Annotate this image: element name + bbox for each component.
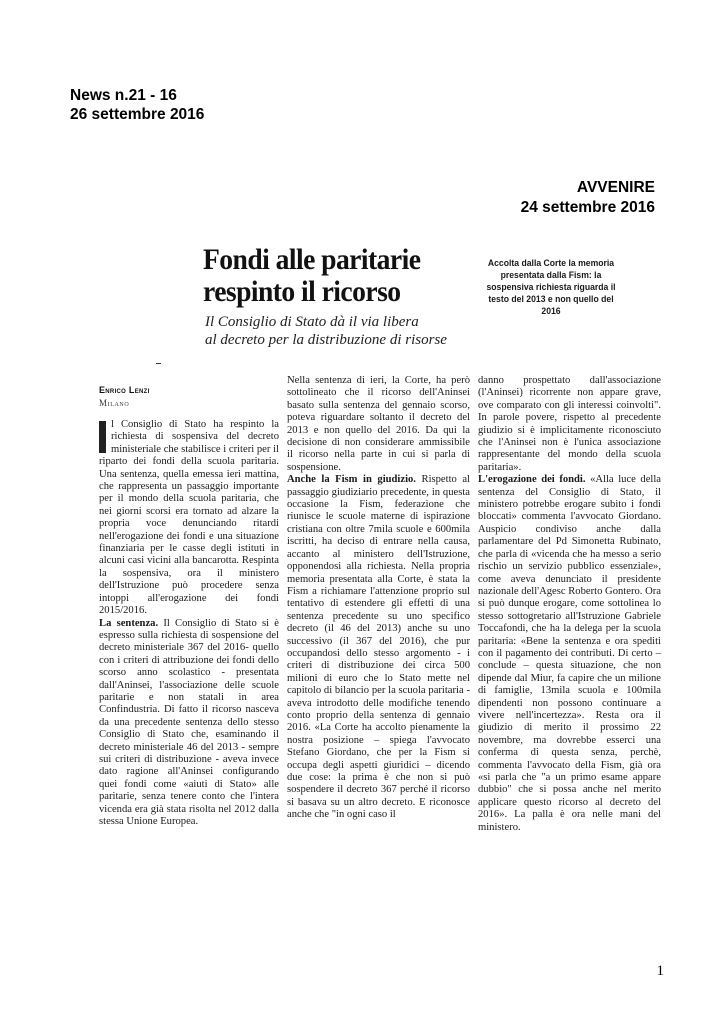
page-number: 1 (656, 963, 664, 979)
column-1-text-1: l Consiglio di Stato ha respinto la richiesta di sospensiva del decreto ministeriale che stabilisce i criteri per il riparto dei fondi della scuola paritaria. Una sentenza, quella emessa ieri mattina, che rappresenta un passaggio importante per il mondo della scuola paritaria, che nei giorni scorsi era tornato ad alzare la propria voce denunciando ritardi nell'erogazione dei fondi e una situazione finanziaria per le casse degli istituti in alcuni casi vicini alla bancarotta. Respinta la sospensiva, ora il ministero dell'Istruzione può procedere senza intoppi all'erogazione dei fondi 2015/2016. (99, 419, 279, 617)
column-3-text-2: «Alla luce della sentenza del Consiglio di Stato, il ministero potrebbe erogare subito i fondi bloccati» commenta l'avvocato Giordano. Auspicio condiviso anche dalla parlamentare del Pd Simonetta Rubinato, che parla di «vicenda che ha messo a serio rischio un servizio pubblico essenziale», come aveva denunciato il presidente nazionale dell'Agesc Roberto Gontero. Ora si può dunque erogare, come sottolinea lo stesso sottogretario all'Istruzione Gabriele Toccafondi, che ha la delega per la scuola paritaria: «Bene la sentenza e ora spediti con il pagamento dei contributi. Di certo – conclude – questa situazione, che non dipende dal Miur, fa capire che un milione di famiglie, 13mila scuola e 100mila dipendenti non possono continuare a vivere nell'incertezza». Resta ora il giudizio di merito il prossimo 22 novembre, ma dovrebbe esserci una conferma di questa senza, perchè, commenta l'avvocato della Fism, già ora «si parla che "a un primo esame appare dubbio" che si possa anche nel merito applicare questo ricorso al decreto del 2016». La palla è ora nelle mani del ministero. (478, 474, 662, 833)
headline-line-2: respinto il ricorso (203, 275, 401, 308)
article-column-3 (478, 375, 661, 834)
source-date: 24 settembre 2016 (520, 199, 655, 216)
divider-dash (156, 363, 161, 364)
article-summary: Accolta dalla Corte la memoria presentata dalla Fism: la sospensiva richiesta riguarda il testo del 2013 e non quello del 2016 (486, 258, 616, 317)
column-1-paragraph-2 (99, 618, 279, 829)
column-2-paragraph-2 (287, 474, 470, 821)
article-place: Milano (99, 398, 130, 408)
subhead-line-2: al decreto per la distribuzione di risorse (205, 332, 447, 348)
headline-line-1: Fondi alle paritarie (203, 243, 421, 276)
column-1-text-2: Il Consiglio di Stato si è espresso sulla richiesta di sospensione del decreto ministeriale 367 del 2016- quello con i criteri di attribuzione dei fondi dello scorso anno scolastico - presentata dall'Aninsei, l'associazione delle scuole paritarie e non statali in area Confindustria. Di fatto il ricorso nasceva da una precedente sentenza dello stesso Consiglio di Stato che, esaminando il decreto ministeriale 46 del 2013 - sempre sui criteri di distribuzione - aveva invece dato ragione all'Aninsei configurando quei fondi come «aiuti di Stato» alle paritarie, senza tenere conto che l'intera vicenda era già stata risolta nel 2012 dalla stessa Unione Europea. (99, 617, 279, 827)
article-subhead (205, 313, 475, 349)
article-column-1 (99, 419, 279, 828)
source-publication: AVVENIRE (576, 179, 655, 196)
column-2-text-2: Rispetto al passaggio giudiziario precedente, in questa occasione la Fism, federazione che riunisce le scuole materne di ispirazione cristiana con oltre 7mila scuole e 600mila iscritti, ha deciso di entrare nella causa, accanto al ministero dell'Istruzione, opponendosi alla richiesta. Nella propria memoria presentata alla Corte, è stata la Fism a richiamare l'attenzione proprio sul tentativo di estendere gli effetti di una sentenza precedente su uno specifico decreto (il 46 del 2013) anche su uno successivo (il 367 del 2016), che pur occupandosi dello stesso argomento - i criteri di distribuzione dei circa 500 milioni di euro che lo Stato mette nel capitolo di bilancio per la scuola paritaria - aveva introdotto delle modifiche tenendo conto proprio della sentenza di gennaio 2016. «La Corte ha accolto pienamente la nostra posizione – spiega l'avvocato Stefano Giordano, che per la Fism si occupa degli aspetti giuridici – dicendo due cose: la prima è che non si può sospendere il decreto 367 perché il ricorso si basava su un altro decreto. E riconosce anche che "in ogni caso il (287, 474, 470, 821)
column-2-paragraph-1: Nella sentenza di ieri, la Corte, ha però sottolineato che il ricorso dell'Aninsei basato sulla sentenza del gennaio scorso, poteva riguardare soltanto il decreto del 2013 e non quello del 2016. Da qui la decisione di non considerare ammissibile il ricorso nella parte in cui si parla di sospensione. (287, 375, 470, 473)
article-headline (203, 244, 442, 308)
news-header (70, 86, 204, 124)
news-date: 26 settembre 2016 (70, 106, 205, 123)
column-1-lead: La sentenza. (99, 617, 159, 629)
column-3-lead: L'erogazione dei fondi. (478, 474, 586, 486)
drop-cap (99, 421, 106, 453)
column-2-lead: Anche la Fism in giudizio. (287, 474, 416, 486)
article-column-2 (287, 375, 470, 822)
news-issue: News n.21 - 16 (70, 87, 177, 104)
article-author: Enrico Lenzi (99, 385, 150, 395)
column-1-paragraph-1 (99, 419, 279, 618)
column-3-paragraph-2 (478, 474, 661, 834)
source-header (521, 178, 655, 218)
subhead-line-1: Il Consiglio di Stato dà il via libera (205, 314, 419, 330)
column-3-paragraph-1: danno prospettato dall'associazione (l'Aninsei) ricorrente non appare grave, ove comparato con gli interessi coinvolti". In parole povere, rispetto al precedente giudizio si è implicitamente riconosciuto che l'Aninsei non è l'unica associazione rappresentante del mondo della scuola paritaria». (478, 375, 661, 473)
